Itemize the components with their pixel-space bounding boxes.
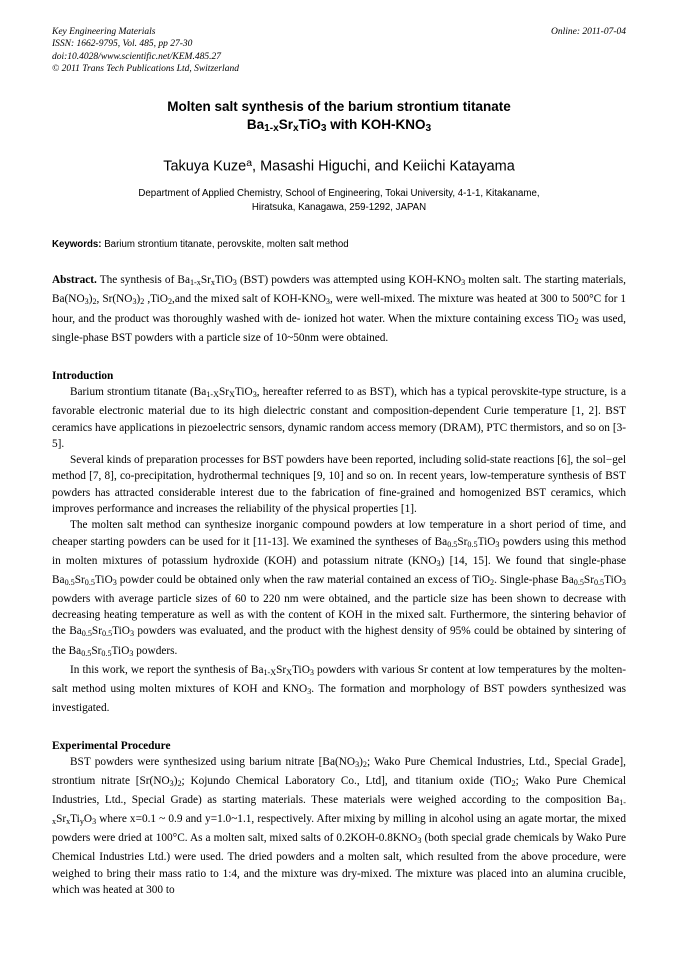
abstract-text: The synthesis of $Ba_{1-x}Sr_xTiO_3$ (BST) powders was attempted using KOH-$KNO_3$ molten salt. The starting materials, $Ba(NO_3)_2$, $Sr(NO_3)_2$ ,TiO$_2$,and the mixed salt of KOH-$KNO_3$, were well-mixed. The mixture was heated at 300 to 500°C for 1 hour, and the product was thoroughly washed with de- ionized hot water. When the mixture containing excess TiO$_2$ was used, single-phase BST powders with a particle size of 10~50nm were obtained. bbox=[52, 274, 626, 344]
paragraph: Several kinds of preparation processes for BST powders have been reported, including solid-state reactions [6], the sol−gel method [7, 8], co-precipitation, hydrothermal techniques [9, 10] and so on. In recent years, low-temperature synthesis of BST powders has attracted considerable interest due to the fabrication of fine-grained and homogenized BST ceramics, which improves performance and increases the reliability of the physical properties [1]. bbox=[52, 454, 626, 516]
affiliation-line-1: Department of Applied Chemistry, School of Engineering, Tokai University, 4-1-1, Kitakaname, bbox=[138, 188, 540, 200]
affiliation bbox=[52, 187, 626, 215]
title-frag-1: Ba bbox=[246, 116, 265, 132]
online-date: Online: 2011-07-04 bbox=[550, 27, 626, 37]
keywords-label: Keywords: bbox=[52, 239, 102, 251]
author-list bbox=[52, 158, 626, 174]
title-frag-3: TiO bbox=[298, 116, 321, 132]
author-footnote-marker: a bbox=[246, 157, 253, 169]
section-heading-experimental: Experimental Procedure bbox=[52, 740, 171, 753]
paragraph: BST powders were synthesized using barium nitrate [$Ba(NO_3)_2$; Wako Pure Chemical Industries, Ltd., Special Grade], strontium nitrate [$Sr(NO_3)_2$; Kojundo Chemical Laboratory Co., Ltd], and titanium oxide (TiO$_2$; Wako Pure Chemical Industries, Ltd., Special Grade) as starting materials. These materials were weighed according to the composition $Ba_{1-x}Sr_xTi_yO_3$ where x=0.1 ~ 0.9 and y=1.0~1.1, respectively. After mixing by milling in alcohol using an agate mortar, the mixed powders were dried at 100°C. As a molten salt, mixed salts of $0.2KOH-0.8KNO_3$ (both special grade chemicals by Wako Pure Chemical Industries Ltd.) were used. The dried powders and a molten salt, which resulted from the above procedure, were weighed to bring their mass ratio to 1:4, and the mixture was dry-mixed. The mixture was placed into an alumina crucible, which was heated at 300 to bbox=[52, 756, 626, 897]
title-frag-2: Sr bbox=[278, 116, 293, 132]
affiliation-line-2: Hiratsuka, Kanagawa, 259-1292, JAPAN bbox=[251, 202, 427, 214]
doi-line: doi:10.4028/www.scientific.net/KEM.485.27 bbox=[52, 51, 221, 62]
title-line-1: Molten salt synthesis of the barium strontium titanate bbox=[167, 98, 511, 114]
keywords bbox=[52, 239, 626, 250]
issn-line: ISSN: 1662-9795, Vol. 485, pp 27-30 bbox=[52, 39, 193, 50]
title-sub-3: 3 bbox=[320, 122, 327, 134]
paper-title bbox=[52, 98, 626, 138]
title-sub-1: 1-x bbox=[264, 122, 279, 134]
abstract-label: Abstract. bbox=[52, 274, 97, 287]
paragraph: Barium strontium titanate ($Ba_{1-X}Sr_XTiO_3$, hereafter referred to as BST), which has a typical perovskite-type structure, is a favorable electronic material due to its high dielectric constant and composition-dependent Curie temperature [1, 2]. BST ceramics have applications in piezoelectric sensors, dynamic random access memory (DRAM), PTC thermistors, and so on [3-5]. bbox=[52, 386, 626, 450]
abstract bbox=[52, 272, 626, 346]
section-heading-introduction: Introduction bbox=[52, 370, 114, 383]
page-header bbox=[52, 26, 626, 76]
title-sub-4: 3 bbox=[425, 122, 432, 134]
keywords-text: Barium strontium titanate, perovskite, molten salt method bbox=[101, 239, 349, 251]
copyright-line: © 2011 Trans Tech Publications Ltd, Switzerland bbox=[52, 64, 239, 75]
paragraph: The molten salt method can synthesize inorganic compound powders at low temperature in a short period of time, and cheaper starting powders can be used for it [11-13]. We examined the syntheses of $Ba_{0.5}Sr_{0.5}TiO_3$ powders using this method in molten mixtures of potassium hydroxide (KOH) and potassium nitrate $(KNO_3)$ [14, 15]. We found that single-phase $Ba_{0.5}Sr_{0.5}TiO_3$ powder could be obtained only when the raw material contained an excess of TiO$_2$. Single-phase $Ba_{0.5}Sr_{0.5}TiO_3$ powders with average particle sizes of 60 to 220 nm were obtained, and the particle size has been shown to decrease with decreasing heating temperature as well as with the content of KOH in the mixed salt. Furthermore, the sintering behavior of the $Ba_{0.5}Sr_{0.5}TiO_3$ powders was evaluated, and the product with the highest density of 95% could be obtained by sintering of the $Ba_{0.5}Sr_{0.5}TiO_3$ powders. bbox=[52, 519, 626, 658]
title-sub-2: x bbox=[293, 122, 299, 134]
journal-name: Key Engineering Materials bbox=[52, 27, 156, 37]
author-first: Takuya Kuze bbox=[163, 158, 247, 175]
title-frag-4: with KOH-KNO bbox=[326, 116, 426, 132]
title-line-2 bbox=[52, 116, 626, 138]
paragraph: In this work, we report the synthesis of $Ba_{1-X}Sr_XTiO_3$ powders with various Sr content at low temperatures by the molten-salt method using molten mixtures of KOH and $KNO_3$. The formation and morphology of BST powders synthesized was investigated. bbox=[52, 663, 627, 714]
author-rest: , Masashi Higuchi, and Keiichi Katayama bbox=[252, 158, 515, 175]
